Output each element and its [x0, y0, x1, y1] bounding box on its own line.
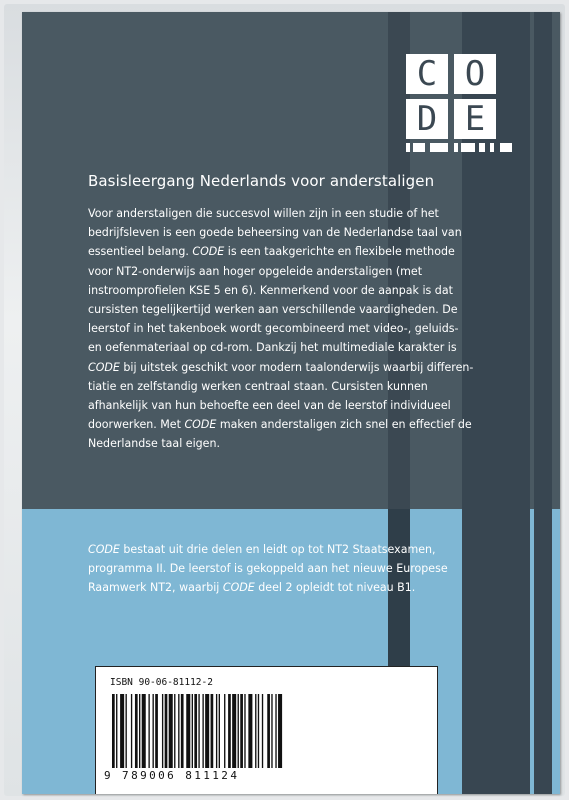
text-segment: maken anderstaligen zich snel en effectief de [216, 418, 472, 432]
text-segment: Nederlandse taal eigen. [88, 437, 220, 451]
barcode-bar [181, 694, 184, 768]
text-segment: bedrijfsleven is een goede beheersing van de Nederlandse taal van [88, 226, 462, 240]
text-line [88, 578, 468, 597]
barcode-bar [244, 694, 245, 768]
logo-letter-c: C [406, 54, 448, 94]
text-segment: voor NT2-onderwijs aan hoger opgeleide anderstaligen (met [88, 264, 423, 278]
barcode-bar [202, 694, 203, 768]
barcode-bar [131, 694, 132, 768]
barcode-bar [275, 694, 276, 768]
barcode-bar [248, 694, 252, 768]
brand-name: CODE [184, 418, 217, 432]
barcode-bar [139, 694, 140, 768]
text-line [88, 358, 474, 377]
text-line [88, 338, 458, 357]
barcode-bar [211, 694, 214, 768]
barcode-bar [198, 694, 199, 768]
isbn-number: ISBN 90-06-81112-2 [110, 677, 213, 688]
barcode-bar [155, 694, 158, 768]
text-line [88, 262, 458, 281]
barcode-bar [232, 694, 236, 768]
series-paragraph [88, 540, 468, 598]
barcode-bar [174, 694, 175, 768]
barcode-bar [219, 694, 220, 768]
text-segment: Voor anderstaligen die succesvol willen zijn in een studie of het [88, 207, 439, 220]
barcode-bar [224, 694, 225, 768]
text-segment: deel 2 opleidt tot niveau B1. [254, 581, 416, 595]
text-line [88, 300, 458, 319]
logo-letter-o: O [454, 54, 496, 94]
text-segment: is een taakgerichte en flexibele methode [224, 245, 455, 259]
text-segment: en oefenmateriaal op cd-rom. Dankzij het multimediale karakter is [88, 341, 457, 355]
barcode-bar [262, 694, 263, 768]
barcode-bar [116, 694, 117, 768]
text-line [88, 242, 458, 261]
barcode-bar [255, 694, 256, 768]
text-line [88, 396, 458, 415]
text-line [88, 415, 472, 434]
text-line [88, 204, 458, 223]
brand-name: CODE [222, 581, 255, 595]
text-line [88, 559, 468, 578]
barcode-bar [135, 694, 138, 768]
barcode-label [95, 666, 438, 794]
barcode-bar [142, 694, 146, 768]
text-segment: Raamwerk NT2, waarbij [88, 581, 223, 595]
barcode-bar [148, 694, 149, 768]
brand-name: CODE [88, 543, 120, 556]
barcode-bar [278, 694, 282, 768]
barcode-bar [228, 694, 231, 768]
text-line [88, 319, 458, 338]
barcode-bar [267, 694, 270, 768]
ean-digits: 9 789006 811124 [104, 769, 240, 782]
text-segment: bestaat uit drie delen en leidt op tot NT2 Staatsexamen, [119, 543, 436, 556]
barcode-bar [120, 694, 124, 768]
text-segment: tiatie en zelfstandig werken centraal staan. Cursisten kunnen [88, 379, 428, 393]
cover-heading: Basisleergang Nederlands voor anderstaligen [88, 172, 435, 190]
logo-bars [406, 143, 512, 152]
code-logo [406, 54, 512, 156]
logo-letter-d: D [406, 99, 448, 139]
text-segment: bij uitstek geschikt voor modern taalonderwijs waarbij differen- [119, 360, 474, 374]
barcode-bar [165, 694, 168, 768]
text-segment: cursisten tegelijkertijd werken aan verschillende vaardigheden. De [88, 303, 458, 317]
barcode-bar [162, 694, 163, 768]
barcode-bar [192, 694, 193, 768]
barcode-bar [205, 694, 209, 768]
barcode-bar [186, 694, 190, 768]
barcode-bar [126, 694, 127, 768]
text-segment: afhankelijk van hun behoefte een deel van de leerstof individueel [88, 399, 451, 413]
text-segment: programma II. De leerstof is gekoppeld aan het nieuwe Europese [88, 562, 448, 576]
barcode-bar [258, 694, 259, 768]
barcode-bar [178, 694, 179, 768]
barcode-bar [112, 694, 115, 768]
text-segment: essentieel belang. [88, 245, 193, 259]
text-line [88, 540, 468, 559]
barcode-bar [238, 694, 239, 768]
text-line [88, 434, 458, 453]
text-line [88, 223, 462, 242]
text-segment: leerstof in het takenboek wordt gecombineerd met video-, geluids- [88, 322, 459, 336]
brand-name: CODE [88, 360, 120, 374]
barcode-bar [240, 694, 243, 768]
barcode-bar [194, 694, 197, 768]
book-back-cover [22, 12, 560, 794]
stripe-right [534, 12, 552, 794]
text-segment: instroomprofielen KSE 5 en 6). Kenmerkend voor de aanpak is dat [88, 283, 453, 297]
barcode-bar [169, 694, 173, 768]
text-line [88, 281, 458, 300]
text-line [88, 377, 458, 396]
barcode-icon [112, 694, 424, 768]
barcode-bar [216, 694, 217, 768]
text-segment: doorwerken. Met [88, 418, 185, 432]
barcode-bar [271, 694, 272, 768]
logo-letter-e: E [454, 99, 496, 139]
description-paragraph [88, 204, 474, 454]
barcode-bar [153, 694, 154, 768]
brand-name: CODE [192, 245, 225, 259]
